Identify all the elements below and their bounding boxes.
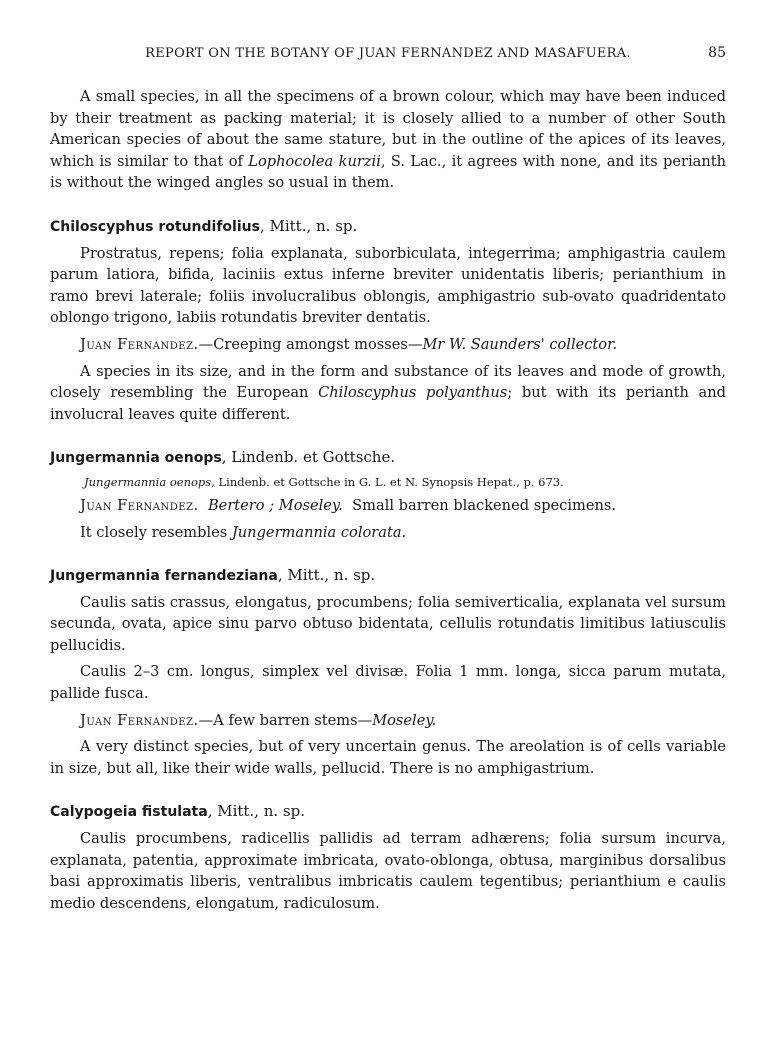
- running-title: REPORT ON THE BOTANY OF JUAN FERNANDEZ AND MASAFUERA.: [145, 46, 631, 61]
- species-heading: Jungermannia fernandeziana, Mitt., n. sp.: [50, 566, 376, 585]
- species-note: A species in its size, and in the form and substance of its leaves and mode of growth, closely resembling the European Chiloscyphus polyanthus; but with its perianth and involucral leaves quite different.: [50, 362, 727, 423]
- species-note: It closely resembles Jungermannia colorata.: [80, 523, 407, 541]
- species-note: A very distinct species, but of very uncertain genus. The areolation is of cells variable in size, but all, like their wide walls, pellucid. There is no amphigastrium.: [50, 738, 726, 777]
- species-heading: Calypogeia fistulata, Mitt., n. sp.: [50, 802, 306, 821]
- running-head: [50, 46, 726, 61]
- latin-description: Caulis satis crassus, elongatus, procumbens; folia semiverticalia, explanata vel sursum secunda, ovata, apice sinu parvo obtuso bidentata, cellulis rotundatis limitibus latiusculis pellucidis.: [50, 593, 726, 654]
- locality: Juan Fernandez. Bertero ; Moseley. Small barren blackened specimens.: [80, 496, 617, 514]
- measurements: Caulis 2–3 cm. longus, simplex vel divisæ. Folia 1 mm. longa, sicca parum mutata, pallide fusca.: [50, 663, 726, 703]
- latin-description: Caulis procumbens, radicellis pallidis ad terram adhærens; folia sursum incurva, explanata, patentia, approximate imbricata, ovato-oblonga, obtusa, marginibus dorsalibus basi approximatis liberis, ventralibus imbricatis caulem tegentibus; perianthium e caulis medio descendens, elongatum, radiculosum.: [50, 830, 726, 912]
- intro-paragraph: A small species, in all the specimens of a brown colour, which may have been induced by their treatment as packing material; it is closely allied to a number of other South American species of about the same stature, but in the outline of the apices of its leaves, which is similar to that of Lophocolea kurzii, S. Lac., it agrees with none, and its perianth is without the winged angles so usual in them.: [50, 88, 726, 192]
- species-heading: Chiloscyphus rotundifolius, Mitt., n. sp.: [50, 216, 358, 235]
- body-text: [50, 86, 726, 919]
- locality: Juan Fernandez.—Creeping amongst mosses—Mr W. Saunders' collector.: [80, 335, 618, 353]
- latin-description: Prostratus, repens; folia explanata, suborbiculata, integerrima; amphigastria caulem parum latiora, bifida, laciniis extus inferne breviter unidentatis liberis; perianthium in ramo brevi laterale; foliis involucralibus oblongis, amphigastrio sub-ovato quadridentato oblongo trigono, labiis rotundatis breviter dentatis.: [50, 244, 726, 327]
- page-number: 85: [708, 45, 726, 61]
- literature-reference: Jungermannia oenops, Lindenb. et Gottsche in G. L. et N. Synopsis Hepat., p. 673.: [84, 474, 564, 489]
- species-heading: Jungermannia oenops, Lindenb. et Gottsche.: [50, 448, 396, 467]
- locality: Juan Fernandez.—A few barren stems—Moseley.: [80, 711, 437, 729]
